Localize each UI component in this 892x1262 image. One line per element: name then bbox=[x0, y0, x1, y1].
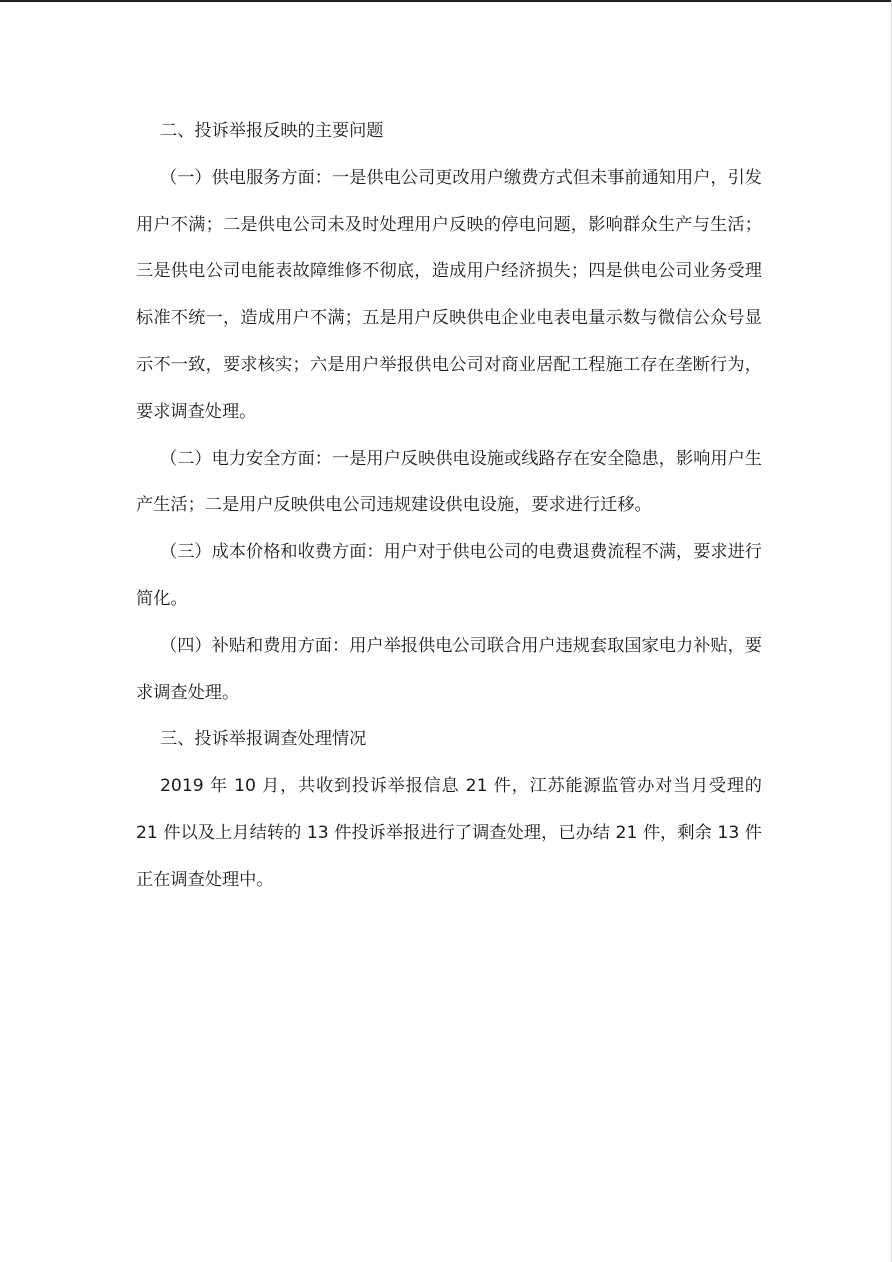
page-top-border bbox=[0, 0, 892, 2]
document-body bbox=[136, 108, 762, 904]
paragraph-cost-price: （三）成本价格和收费方面：用户对于供电公司的电费退费流程不满，要求进行简化。 bbox=[136, 542, 762, 609]
section-heading-main-issues: 二、投诉举报反映的主要问题 bbox=[160, 121, 384, 141]
paragraph-summary: 2019 年 10 月，共收到投诉举报信息 21 件，江苏能源监管办对当月受理的 21 件以及上月结转的 13 件投诉举报进行了调查处理，已办结 21 件，剩余 13 件正在调查处理中。 bbox=[136, 776, 762, 890]
paragraph-power-service: （一）供电服务方面：一是供电公司更改用户缴费方式但未事前通知用户，引发用户不满；二是供电公司未及时处理用户反映的停电问题，影响群众生产与生活；三是供电公司电能表故障维修不彻底，造成用户经济损失；四是供电公司业务受理标准不统一，造成用户不满；五是用户反映供电企业电表电量示数与微信公众号显示不一致，要求核实；六是用户举报供电公司对商业居配工程施工存在垄断行为，要求调查处理。 bbox=[136, 167, 762, 422]
paragraph-power-safety: （二）电力安全方面：一是用户反映供电设施或线路存在安全隐患，影响用户生产生活；二是用户反映供电公司违规建设供电设施，要求进行迁移。 bbox=[136, 448, 762, 516]
paragraph-subsidy: （四）补贴和费用方面：用户举报供电公司联合用户违规套取国家电力补贴，要求调查处理。 bbox=[136, 635, 762, 703]
section-heading-handling-status: 三、投诉举报调查处理情况 bbox=[160, 729, 367, 750]
